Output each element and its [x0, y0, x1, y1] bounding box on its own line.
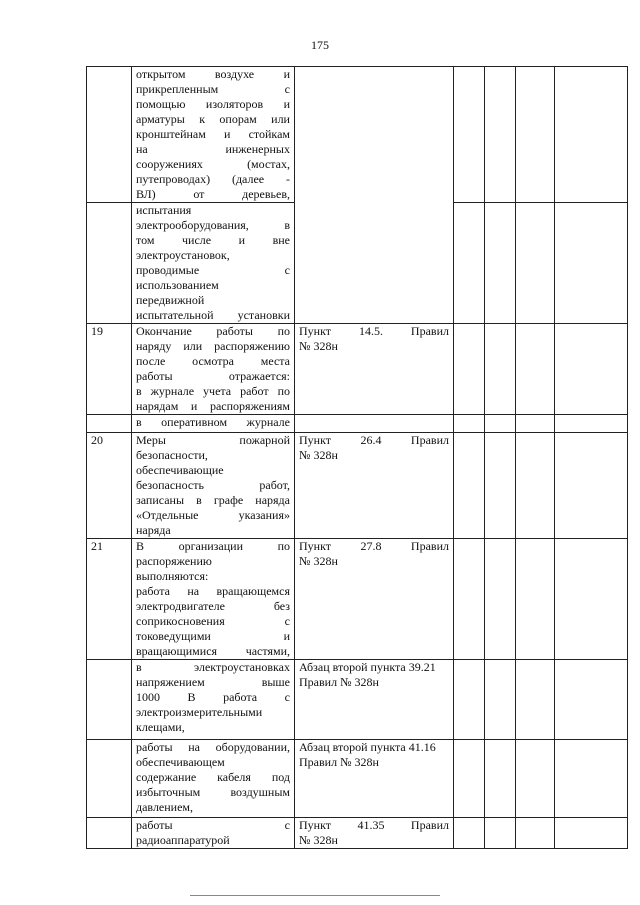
- requirement-line: работы на оборудовании,: [136, 740, 290, 754]
- row-number: [87, 203, 132, 324]
- answer-cell: [555, 324, 628, 415]
- page-number: 175: [311, 38, 329, 52]
- requirement-line: путепроводах) (далее -: [136, 172, 290, 186]
- requirement-line: 1000 В работа с: [136, 690, 290, 704]
- answer-cell: [485, 818, 516, 849]
- requirement-line: испытательной установки: [136, 308, 290, 322]
- answer-cell: [485, 740, 516, 818]
- requirement-line: клещами,: [136, 720, 185, 734]
- legal-reference: [295, 433, 454, 539]
- requirement-text: [132, 67, 295, 203]
- table-row: [87, 324, 628, 415]
- requirement-line: распоряжению: [136, 554, 212, 568]
- requirement-line: работы с: [136, 818, 290, 832]
- answer-cell: [454, 415, 485, 433]
- answer-cell: [454, 324, 485, 415]
- row-number: 21: [87, 539, 132, 660]
- reference-line: Пункт 26.4 Правил: [299, 433, 449, 447]
- reference-line: № 328н: [299, 833, 338, 847]
- answer-cell: [516, 740, 555, 818]
- requirement-line: «Отдельные указания»: [136, 508, 290, 522]
- requirement-line: арматуры к опорам или: [136, 112, 290, 126]
- requirement-line: напряжением выше: [136, 675, 290, 689]
- requirement-text: [132, 539, 295, 660]
- requirement-line: вращающимися частями,: [136, 644, 290, 658]
- answer-cell: [516, 67, 555, 203]
- requirement-line: работы отражается:: [136, 369, 290, 383]
- requirement-text: [132, 740, 295, 818]
- requirement-line: кронштейнам и стойкам: [136, 127, 290, 141]
- requirement-line: прикрепленным с: [136, 82, 290, 96]
- legal-reference: [295, 539, 454, 660]
- requirement-line: открытом воздухе и: [136, 67, 290, 81]
- requirement-line: помощью изоляторов и: [136, 97, 290, 111]
- answer-cell: [485, 415, 516, 433]
- reference-line: Пункт 41.35 Правил: [299, 818, 449, 832]
- answer-cell: [555, 818, 628, 849]
- answer-cell: [516, 415, 555, 433]
- row-number: [87, 660, 132, 740]
- requirement-line: электроустановок,: [136, 248, 230, 262]
- requirement-line: Окончание работы по: [136, 324, 290, 338]
- requirement-line: безопасность работ,: [136, 478, 290, 492]
- answer-cell: [516, 660, 555, 740]
- requirement-line: записаны в графе наряда: [136, 493, 290, 507]
- requirement-line: содержание кабеля под: [136, 770, 290, 784]
- table-row: [87, 415, 628, 433]
- table-row: [87, 740, 628, 818]
- answer-cell: [485, 324, 516, 415]
- requirement-line: проводимые с: [136, 263, 290, 277]
- row-number: [87, 818, 132, 849]
- answer-cell: [555, 433, 628, 539]
- answer-cell: [516, 818, 555, 849]
- answer-cell: [454, 740, 485, 818]
- requirement-line: наряда: [136, 523, 171, 537]
- table-row: [87, 660, 628, 740]
- requirement-text: [132, 660, 295, 740]
- answer-cell: [454, 539, 485, 660]
- reference-line: Абзац второй пункта 39.21: [299, 660, 436, 674]
- answer-cell: [454, 433, 485, 539]
- requirement-line: радиоаппаратурой: [136, 833, 230, 847]
- reference-line: Пункт 27.8 Правил: [299, 539, 449, 553]
- answer-cell: [516, 433, 555, 539]
- answer-cell: [454, 818, 485, 849]
- legal-reference: [295, 818, 454, 849]
- legal-reference: [295, 660, 454, 740]
- legal-reference: [295, 415, 454, 433]
- answer-cell: [485, 433, 516, 539]
- requirement-line: обеспечивающие: [136, 463, 224, 477]
- requirement-line: на инженерных: [136, 142, 290, 156]
- answer-cell: [555, 415, 628, 433]
- requirement-line: том числе и вне: [136, 233, 290, 247]
- requirement-text: [132, 324, 295, 415]
- answer-cell: [516, 203, 555, 324]
- answer-cell: [454, 660, 485, 740]
- table-row: [87, 67, 628, 203]
- table-row: [87, 433, 628, 539]
- row-number: [87, 415, 132, 433]
- row-number: [87, 67, 132, 203]
- answer-cell: [485, 203, 516, 324]
- requirement-text: [132, 433, 295, 539]
- requirement-text: [132, 415, 295, 433]
- scan-edge-line: [190, 895, 440, 896]
- requirement-text: [132, 203, 295, 324]
- table-row: [87, 539, 628, 660]
- requirement-line: работа на вращающемся: [136, 584, 290, 598]
- answer-cell: [555, 660, 628, 740]
- answer-cell: [555, 67, 628, 203]
- reference-line: Правил № 328н: [299, 755, 379, 769]
- reference-line: Правил № 328н: [299, 675, 379, 689]
- reference-line: Абзац второй пункта 41.16: [299, 740, 436, 754]
- answer-cell: [555, 203, 628, 324]
- row-number: 19: [87, 324, 132, 415]
- answer-cell: [454, 203, 485, 324]
- requirement-line: наряду или распоряжению: [136, 339, 290, 353]
- requirement-line: избыточным воздушным: [136, 785, 290, 799]
- legal-reference: [295, 740, 454, 818]
- requirement-line: в журнале учета работ по: [136, 384, 290, 398]
- answer-cell: [516, 539, 555, 660]
- row-number: [87, 740, 132, 818]
- requirement-line: токоведущими и: [136, 629, 290, 643]
- reference-line: № 328н: [299, 554, 338, 568]
- checklist-table: [86, 66, 628, 849]
- row-number: 20: [87, 433, 132, 539]
- requirement-line: электроизмерительными: [136, 705, 263, 719]
- requirement-line: электродвигателе без: [136, 599, 290, 613]
- answer-cell: [555, 539, 628, 660]
- requirement-line: В организации по: [136, 539, 290, 553]
- answer-cell: [485, 67, 516, 203]
- requirement-line: Меры пожарной: [136, 433, 290, 447]
- answer-cell: [555, 740, 628, 818]
- requirement-line: выполняются:: [136, 569, 209, 583]
- requirement-line: сооружениях (мостах,: [136, 157, 290, 171]
- legal-reference: [295, 67, 454, 324]
- requirement-line: в оперативном журнале: [136, 415, 290, 429]
- requirement-line: использованием: [136, 278, 219, 292]
- answer-cell: [485, 660, 516, 740]
- requirement-line: электрооборудования, в: [136, 218, 290, 232]
- requirement-line: передвижной: [136, 293, 205, 307]
- answer-cell: [516, 324, 555, 415]
- requirement-line: в электроустановках: [136, 660, 290, 674]
- answer-cell: [454, 67, 485, 203]
- reference-line: № 328н: [299, 448, 338, 462]
- legal-reference: [295, 324, 454, 415]
- requirement-line: соприкосновения с: [136, 614, 290, 628]
- answer-cell: [485, 539, 516, 660]
- requirement-line: давлением,: [136, 800, 194, 814]
- requirement-line: ВЛ) от деревьев,: [136, 187, 290, 201]
- requirement-text: [132, 818, 295, 849]
- reference-line: № 328н: [299, 339, 338, 353]
- reference-line: Пункт 14.5. Правил: [299, 324, 449, 338]
- requirement-line: нарядам и распоряжениям: [136, 399, 290, 413]
- requirement-line: обеспечивающем: [136, 755, 225, 769]
- requirement-line: безопасности,: [136, 448, 208, 462]
- requirement-line: испытания: [136, 203, 192, 217]
- table-row: [87, 818, 628, 849]
- requirement-line: после осмотра места: [136, 354, 290, 368]
